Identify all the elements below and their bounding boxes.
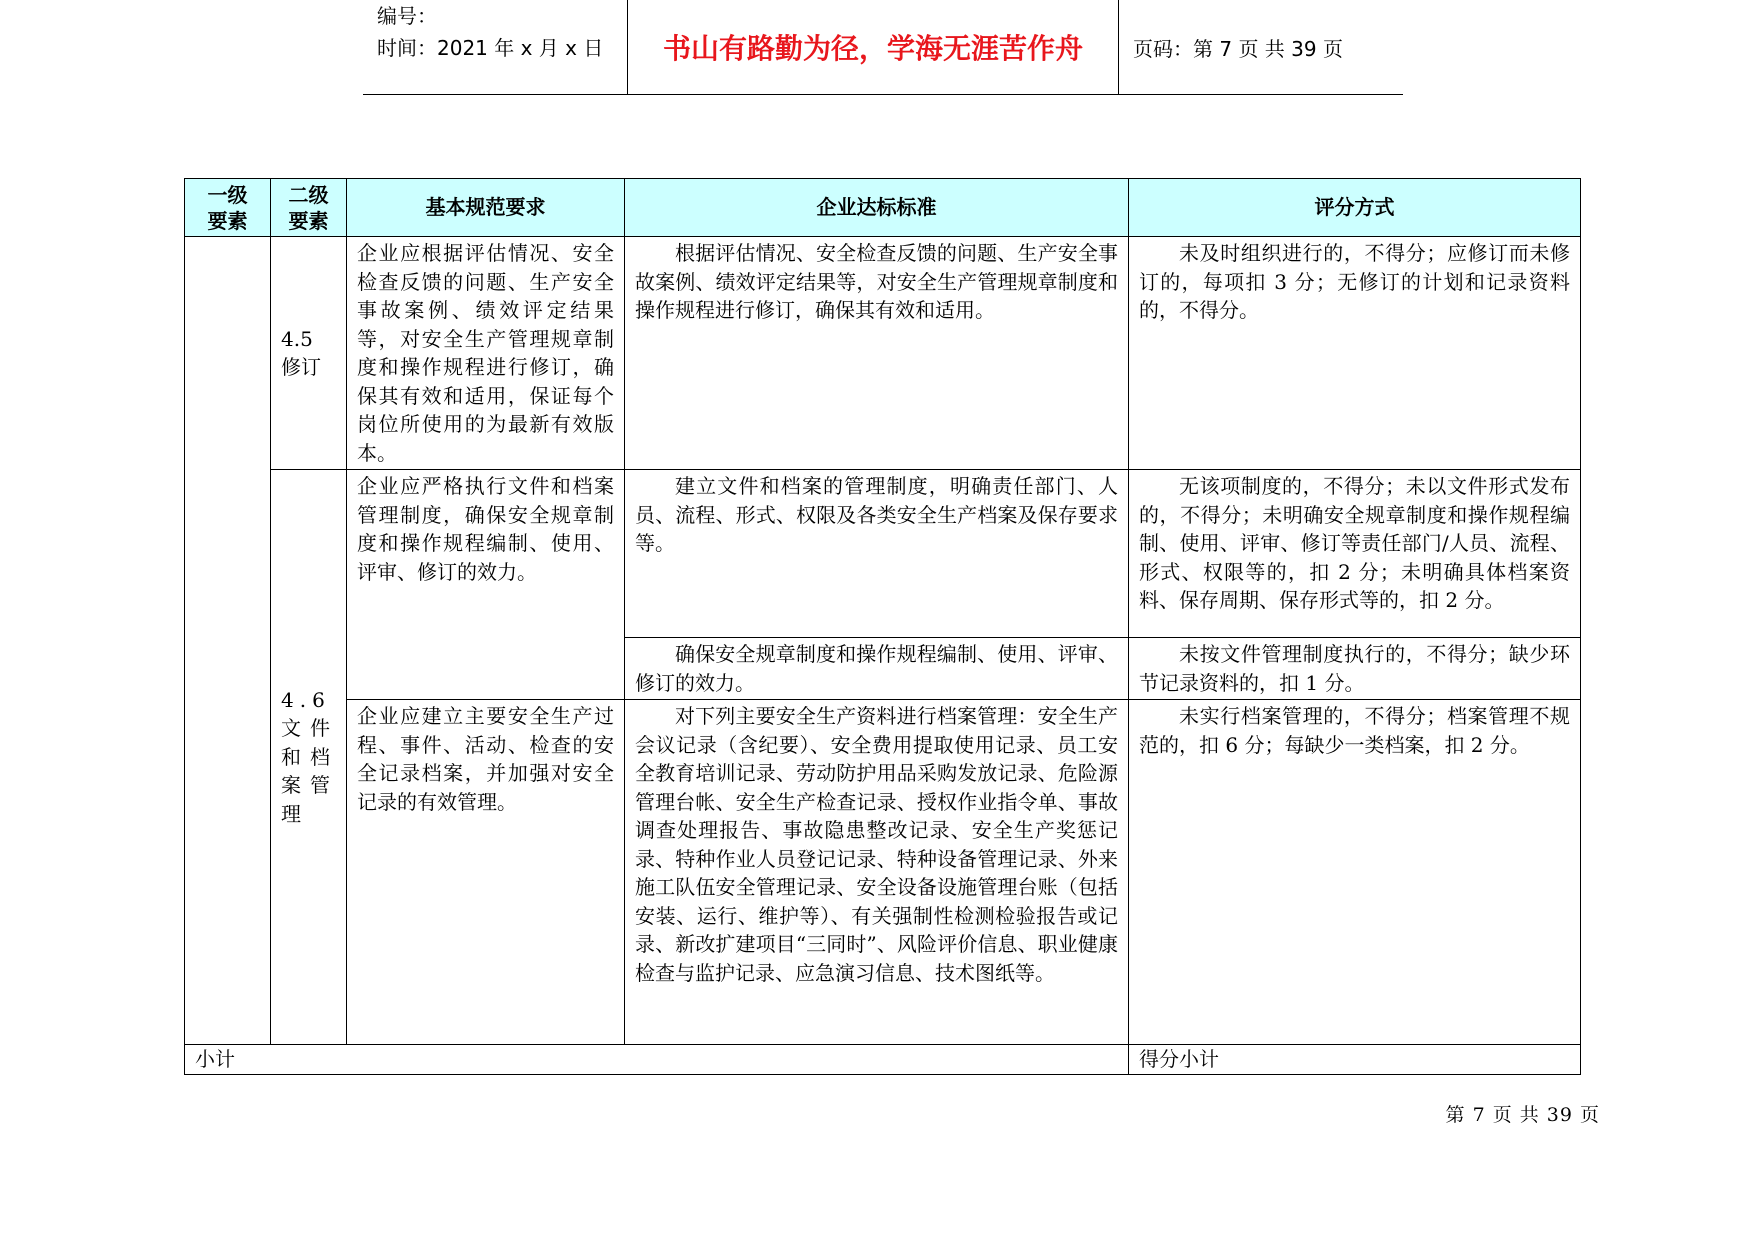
standard-cell: 确保安全规章制度和操作规程编制、使用、评审、修订的效力。 [625,638,1129,700]
header-basic: 基本规范要求 [347,179,625,237]
page-header [363,0,1403,95]
basic-cell: 企业应建立主要安全生产过程、事件、活动、检查的安全记录档案，并加强对安全记录的有效管理。 [347,700,625,1045]
subtotal-row [185,1045,1581,1075]
header-meta [363,0,627,94]
header-motto: 书山有路勤为径，学海无涯苦作舟 [627,0,1119,94]
standard-cell: 建立文件和档案的管理制度，明确责任部门、人员、流程、形式、权限及各类安全生产档案及保存要求等。 [625,470,1129,638]
level2-cell: 4.5 修订 [271,237,347,470]
table-header-row [185,179,1581,237]
header-standard: 企业达标标准 [625,179,1129,237]
header-level1 [185,179,271,237]
date-label: 时间：2021 年 x 月 x 日 [377,36,604,60]
number-label: 编号： [377,4,437,28]
header-scoring: 评分方式 [1129,179,1581,237]
table-row [185,237,1581,470]
table-row [185,470,1581,638]
standards-table [184,178,1581,1075]
score-subtotal-cell: 得分小计 [1129,1045,1581,1075]
basic-cell: 企业应严格执行文件和档案管理制度，确保安全规章制度和操作规程编制、使用、评审、修订的效力。 [347,470,625,700]
header-page-info: 页码：第 7 页 共 39 页 [1133,36,1343,61]
scoring-cell: 未及时组织进行的，不得分；应修订而未修订的，每项扣 3 分；无修订的计划和记录资料的，不得分。 [1129,237,1581,470]
table-row [185,700,1581,1045]
scoring-cell: 无该项制度的，不得分；未以文件形式发布的，不得分；未明确安全规章制度和操作规程编制、使用、评审、修订等责任部门/人员、流程、形式、权限等的，扣 2 分；未明确具体档案资料、保存周期、保存形式等的，扣 2 分。 [1129,470,1581,638]
level1-cell [185,237,271,1045]
header-level2 [271,179,347,237]
level2-cell: 4.6 文件和档案管理 [271,470,347,1045]
scoring-cell: 未按文件管理制度执行的，不得分；缺少环节记录资料的，扣 1 分。 [1129,638,1581,700]
subtotal-cell: 小计 [185,1045,1129,1075]
basic-cell: 企业应根据评估情况、安全检查反馈的问题、生产安全事故案例、绩效评定结果等，对安全生产管理规章制度和操作规程进行修订，确保其有效和适用，保证每个岗位所使用的为最新有效版本。 [347,237,625,470]
header-level1-text: 一级要素 [207,182,248,233]
page-footer-number: 第 7 页 共 39 页 [1445,1104,1600,1126]
scoring-cell: 未实行档案管理的，不得分；档案管理不规范的，扣 6 分；每缺少一类档案，扣 2 分。 [1129,700,1581,1045]
standard-cell: 根据评估情况、安全检查反馈的问题、生产安全事故案例、绩效评定结果等，对安全生产管理规章制度和操作规程进行修订，确保其有效和适用。 [625,237,1129,470]
standard-cell: 对下列主要安全生产资料进行档案管理：安全生产会议记录（含纪要）、安全费用提取使用记录、员工安全教育培训记录、劳动防护用品采购发放记录、危险源管理台帐、安全生产检查记录、授权作业指令单、事故调查处理报告、事故隐患整改记录、安全生产奖惩记录、特种作业人员登记记录、特种设备管理记录、外来施工队伍安全管理记录、安全设备设施管理台账（包括安装、运行、维护等）、有关强制性检测检验报告或记录、新改扩建项目“三同时”、风险评价信息、职业健康检查与监护记录、应急演习信息、技术图纸等。 [625,700,1129,1045]
header-level2-text: 二级要素 [288,182,329,233]
